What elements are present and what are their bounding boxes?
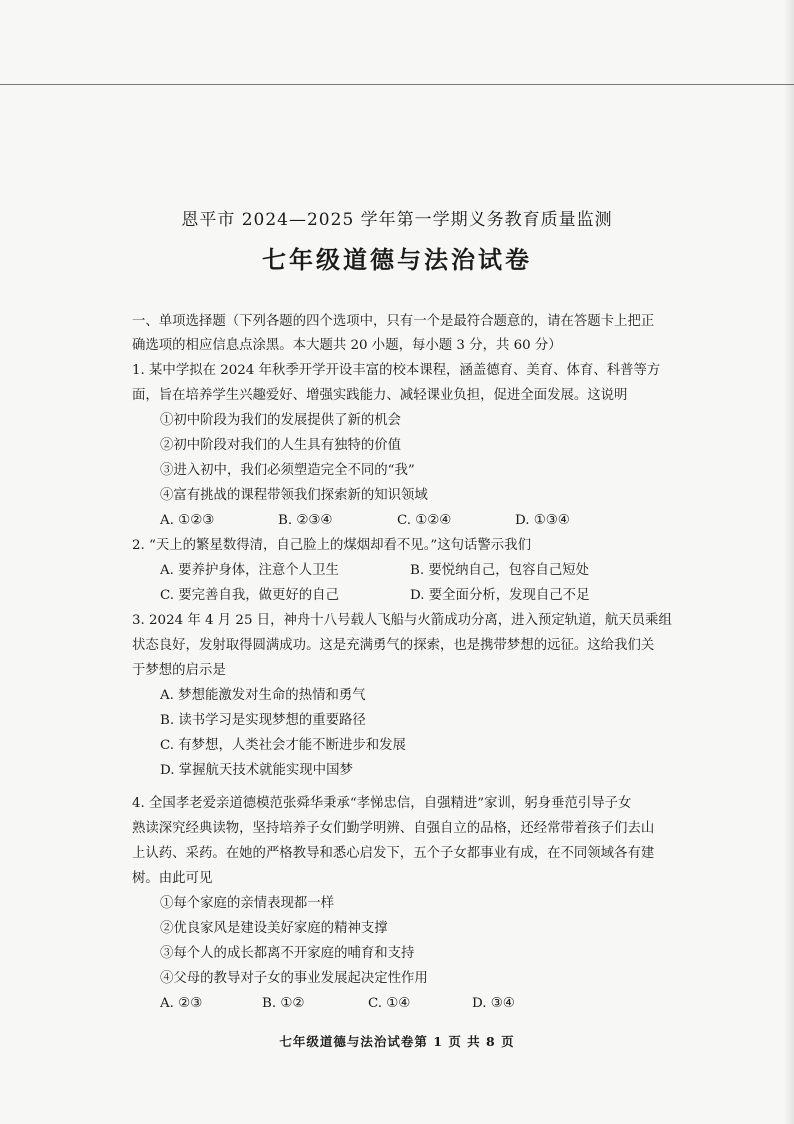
q4-stem-line4: 树。由此可见 — [132, 871, 213, 886]
q3-option-a: A. 梦想能激发对生命的热情和勇气 — [160, 688, 366, 703]
q1-option-d: D. ①③④ — [515, 513, 570, 528]
q4-statement-3: ③每个人的成长都离不开家庭的哺育和支持 — [160, 946, 415, 961]
q4-option-b: B. ①② — [262, 996, 305, 1011]
q1-option-b: B. ②③④ — [278, 513, 333, 528]
q2-option-d: D. 要全面分析，发现自己不足 — [410, 588, 590, 603]
q2-option-a: A. 要养护身体，注意个人卫生 — [160, 563, 339, 578]
q4-stem-line3: 上认药、采药。在她的严格教导和悉心启发下，五个子女都事业有成，在不同领域各有建 — [132, 846, 655, 861]
q1-stem-line2: 面，旨在培养学生兴趣爱好、增强实践能力、减轻课业负担，促进全面发展。这说明 — [132, 388, 628, 403]
q3-option-c: C. 有梦想，人类社会才能不断进步和发展 — [160, 738, 406, 753]
q1-statement-4: ④富有挑战的课程带领我们探索新的知识领域 — [160, 488, 428, 503]
q1-option-c: C. ①②④ — [397, 513, 452, 528]
q4-option-d: D. ③④ — [472, 996, 515, 1011]
q2-stem: 2. “天上的繁星数得清，自己脸上的煤烟却看不见。”这句话警示我们 — [132, 538, 531, 553]
q3-option-b: B. 读书学习是实现梦想的重要路径 — [160, 713, 366, 728]
q1-statement-1: ①初中阶段为我们的发展提供了新的机会 — [160, 413, 402, 428]
q4-statement-1: ①每个家庭的亲情表现都一样 — [160, 896, 335, 911]
q4-option-a: A. ②③ — [160, 996, 203, 1011]
q3-option-d: D. 掌握航天技术就能实现中国梦 — [160, 763, 353, 778]
q1-statement-3: ③进入初中，我们必须塑造完全不同的“我” — [160, 463, 415, 478]
section-instructions-line1: 一、单项选择题（下列各题的四个选项中，只有一个是最符合题意的，请在答题卡上把正 — [132, 314, 655, 329]
page-footer: 七年级道德与法治试卷第 1 页 共 8 页 — [279, 1034, 515, 1049]
exam-title: 七年级道德与法治试卷 — [262, 246, 532, 274]
q4-stem-line1: 4. 全国孝老爱亲道德模范张舜华秉承“孝悌忠信，自强精进”家训，躬身垂范引导子女 — [132, 796, 632, 811]
q4-statement-2: ②优良家风是建设美好家庭的精神支撑 — [160, 921, 388, 936]
q4-option-c: C. ①④ — [368, 996, 411, 1011]
q1-option-a: A. ①②③ — [160, 513, 215, 528]
exam-subtitle: 恩平市 2024—2025 学年第一学期义务教育质量监测 — [181, 210, 613, 230]
q2-option-b: B. 要悦纳自己，包容自己短处 — [410, 563, 590, 578]
q3-stem-line3: 于梦想的启示是 — [132, 663, 226, 678]
q2-option-c: C. 要完善自我，做更好的自己 — [160, 588, 339, 603]
q1-statement-2: ②初中阶段对我们的人生具有独特的价值 — [160, 438, 402, 453]
q4-stem-line2: 熟读深究经典读物，坚持培养子女们勤学明辨、自强自立的品格，还经常带着孩子们去山 — [132, 821, 655, 836]
q4-statement-4: ④父母的教导对子女的事业发展起决定性作用 — [160, 971, 428, 986]
section-instructions-line2: 确选项的相应信息点涂黑。本大题共 20 小题，每小题 3 分，共 60 分） — [132, 338, 562, 353]
q1-stem-line1: 1. 某中学拟在 2024 年秋季开学开设丰富的校本课程，涵盖德育、美育、体育、科普等方 — [132, 363, 661, 378]
q3-stem-line1: 3. 2024 年 4 月 25 日，神舟十八号载人飞船与火箭成功分离，进入预定轨道，航天员乘组 — [132, 613, 672, 628]
q3-stem-line2: 状态良好，发射取得圆满成功。这是充满勇气的探索，也是携带梦想的远征。这给我们关 — [132, 638, 655, 653]
